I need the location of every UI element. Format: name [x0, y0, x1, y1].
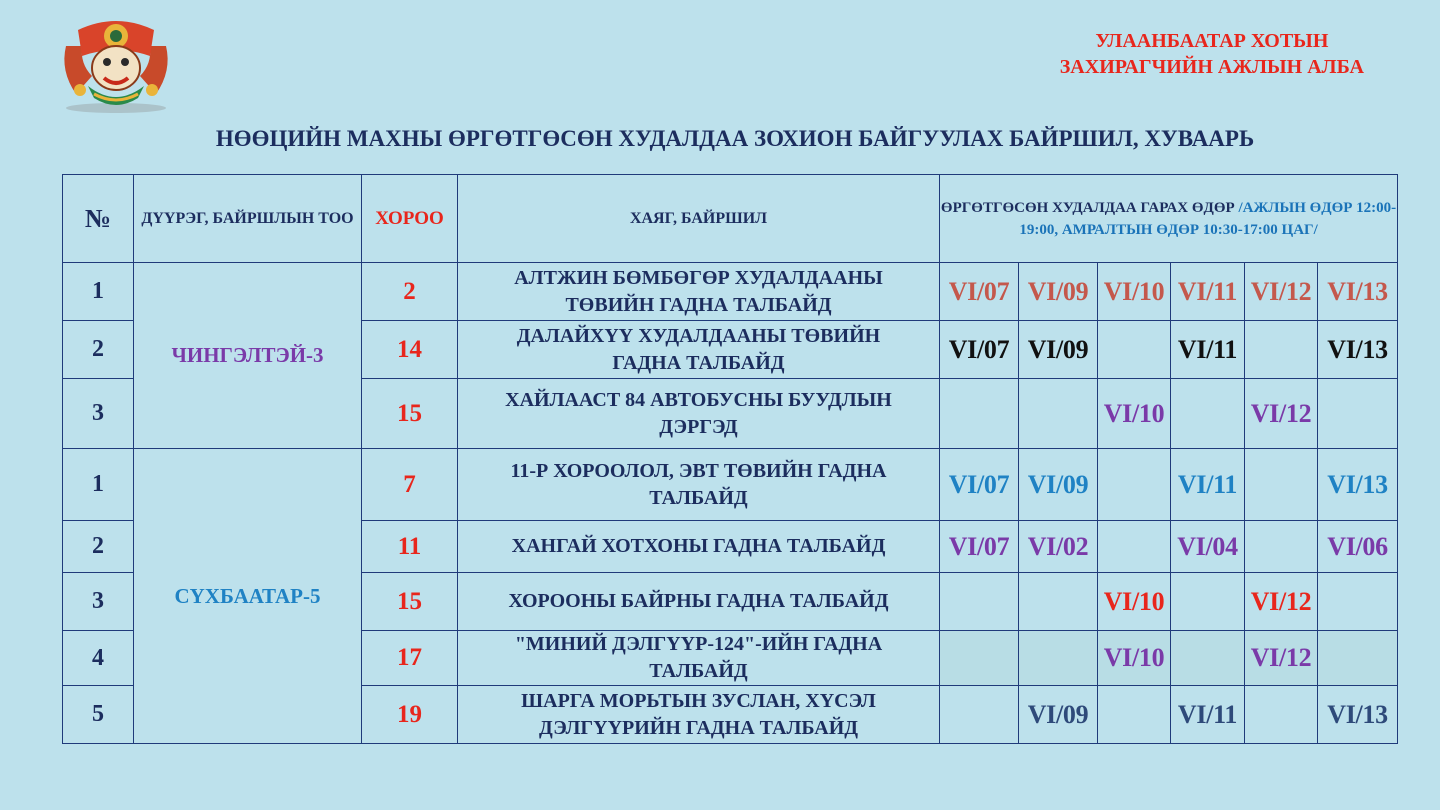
date-cell: [1098, 686, 1171, 744]
date-cell: [1171, 379, 1245, 449]
date-cell: VI/12: [1245, 631, 1318, 686]
address-line-1: "МИНИЙ ДЭЛГҮҮР-124"-ИЙН ГАДНА: [514, 633, 883, 655]
row-address: [458, 631, 940, 686]
row-index: 4: [63, 631, 134, 686]
row-address: [458, 263, 940, 321]
date-cell: VI/11: [1171, 449, 1245, 521]
address-line-2: ГАДНА ТАЛБАЙД: [612, 351, 785, 374]
row-khoroo: 2: [362, 263, 458, 321]
schedule-header-main: ӨРГӨТГӨСӨН ХУДАЛДАА ГАРАХ ӨДӨР: [940, 199, 1235, 216]
date-cell: [1245, 686, 1318, 744]
date-cell: VI/07: [940, 321, 1019, 379]
col-schedule-header: [940, 175, 1398, 263]
date-cell: VI/10: [1098, 573, 1171, 631]
date-cell: [1098, 449, 1171, 521]
row-address: [458, 686, 940, 744]
date-cell: [1019, 379, 1098, 449]
date-cell: VI/07: [940, 521, 1019, 573]
date-cell: [1171, 573, 1245, 631]
date-cell: [1245, 521, 1318, 573]
row-address: [458, 321, 940, 379]
date-cell: [940, 573, 1019, 631]
address-line-1: ХАНГАЙ ХОТХОНЫ ГАДНА ТАЛБАЙД: [511, 535, 886, 557]
row-index: 3: [63, 573, 134, 631]
col-khoroo-header: ХОРОО: [362, 175, 458, 263]
date-cell: VI/10: [1098, 263, 1171, 321]
row-khoroo: 17: [362, 631, 458, 686]
district-chingeltei: ЧИНГЭЛТЭЙ-3: [134, 263, 362, 449]
address-line-2: ТӨВИЙН ГАДНА ТАЛБАЙД: [565, 293, 832, 316]
organization-line-2: ЗАХИРАГЧИЙН АЖЛЫН АЛБА: [1059, 56, 1364, 78]
row-index: 1: [63, 449, 134, 521]
date-cell: VI/12: [1245, 263, 1318, 321]
date-cell: VI/09: [1019, 449, 1098, 521]
row-khoroo: 14: [362, 321, 458, 379]
date-cell: VI/11: [1171, 686, 1245, 744]
date-cell: VI/13: [1318, 686, 1398, 744]
date-cell: [1318, 573, 1398, 631]
table-row: [63, 449, 1398, 521]
row-index: 5: [63, 686, 134, 744]
address-line-1: ДАЛАЙХҮҮ ХУДАЛДААНЫ ТӨВИЙН: [516, 324, 881, 347]
address-line-1: ХАЙЛААСТ 84 АВТОБУСНЫ БУУДЛЫН: [505, 388, 892, 411]
row-khoroo: 7: [362, 449, 458, 521]
date-cell: VI/12: [1245, 573, 1318, 631]
row-index: 1: [63, 263, 134, 321]
date-cell: [940, 379, 1019, 449]
date-cell: VI/10: [1098, 379, 1171, 449]
date-cell: VI/06: [1318, 521, 1398, 573]
date-cell: VI/13: [1318, 449, 1398, 521]
date-cell: VI/11: [1171, 321, 1245, 379]
district-sukhbaatar: СҮХБААТАР-5: [134, 449, 362, 744]
address-line-2: ТАЛБАЙД: [649, 660, 748, 682]
address-line-1: 11-Р ХОРООЛОЛ, ЭВТ ТӨВИЙН ГАДНА: [510, 459, 887, 482]
address-line-2: ДЭЛГҮҮРИЙН ГАДНА ТАЛБАЙД: [538, 716, 859, 739]
date-cell: VI/07: [940, 449, 1019, 521]
row-khoroo: 15: [362, 573, 458, 631]
date-cell: VI/07: [940, 263, 1019, 321]
row-address: [458, 449, 940, 521]
row-index: 2: [63, 521, 134, 573]
ulaanbaatar-emblem: [58, 16, 174, 114]
col-address-header: ХАЯГ, БАЙРШИЛ: [458, 175, 940, 263]
row-khoroo: 11: [362, 521, 458, 573]
col-num-header: №: [63, 175, 134, 263]
date-cell: VI/04: [1171, 521, 1245, 573]
date-cell: VI/09: [1019, 321, 1098, 379]
date-cell: VI/09: [1019, 686, 1098, 744]
date-cell: VI/09: [1019, 263, 1098, 321]
row-address: [458, 379, 940, 449]
date-cell: [940, 631, 1019, 686]
address-line-1: АЛТЖИН БӨМБӨГӨР ХУДАЛДААНЫ: [514, 266, 883, 289]
table-header-row: [63, 175, 1398, 263]
page-title: НӨӨЦИЙН МАХНЫ ӨРГӨТГӨСӨН ХУДАЛДАА ЗОХИОН БАЙГУУЛАХ БАЙРШИЛ, ХУВААРЬ: [215, 126, 1255, 151]
date-cell: [1318, 631, 1398, 686]
date-cell: VI/12: [1245, 379, 1318, 449]
date-cell: [1098, 521, 1171, 573]
date-cell: [1245, 449, 1318, 521]
date-cell: [1098, 321, 1171, 379]
row-khoroo: 15: [362, 379, 458, 449]
schedule-table: [62, 174, 1398, 744]
date-cell: [1245, 321, 1318, 379]
date-cell: [1019, 631, 1098, 686]
row-index: 3: [63, 379, 134, 449]
row-address: [458, 521, 940, 573]
col-district-header: ДҮҮРЭГ, БАЙРШЛЫН ТОО: [134, 175, 362, 263]
date-cell: VI/13: [1318, 321, 1398, 379]
address-line-1: ХОРООНЫ БАЙРНЫ ГАДНА ТАЛБАЙД: [508, 590, 889, 612]
organization-name: [1060, 28, 1364, 80]
row-address: [458, 573, 940, 631]
date-cell: VI/02: [1019, 521, 1098, 573]
address-line-2: ДЭРГЭД: [659, 415, 738, 438]
organization-line-1: УЛААНБААТАР ХОТЫН: [1095, 30, 1329, 52]
row-khoroo: 19: [362, 686, 458, 744]
address-line-1: ШАРГА МОРЬТЫН ЗУСЛАН, ХҮСЭЛ: [521, 689, 876, 712]
date-cell: VI/11: [1171, 263, 1245, 321]
date-cell: [940, 686, 1019, 744]
date-cell: [1019, 573, 1098, 631]
date-cell: [1318, 379, 1398, 449]
date-cell: [1171, 631, 1245, 686]
address-line-2: ТАЛБАЙД: [649, 486, 748, 509]
date-cell: VI/13: [1318, 263, 1398, 321]
schedule-header-hours: /АЖЛЫН ӨДӨР 12:00-19:00, АМРАЛТЫН ӨДӨР 10:30-17:00 ЦАГ/: [1019, 199, 1397, 238]
table-row: [63, 263, 1398, 321]
row-index: 2: [63, 321, 134, 379]
date-cell: VI/10: [1098, 631, 1171, 686]
